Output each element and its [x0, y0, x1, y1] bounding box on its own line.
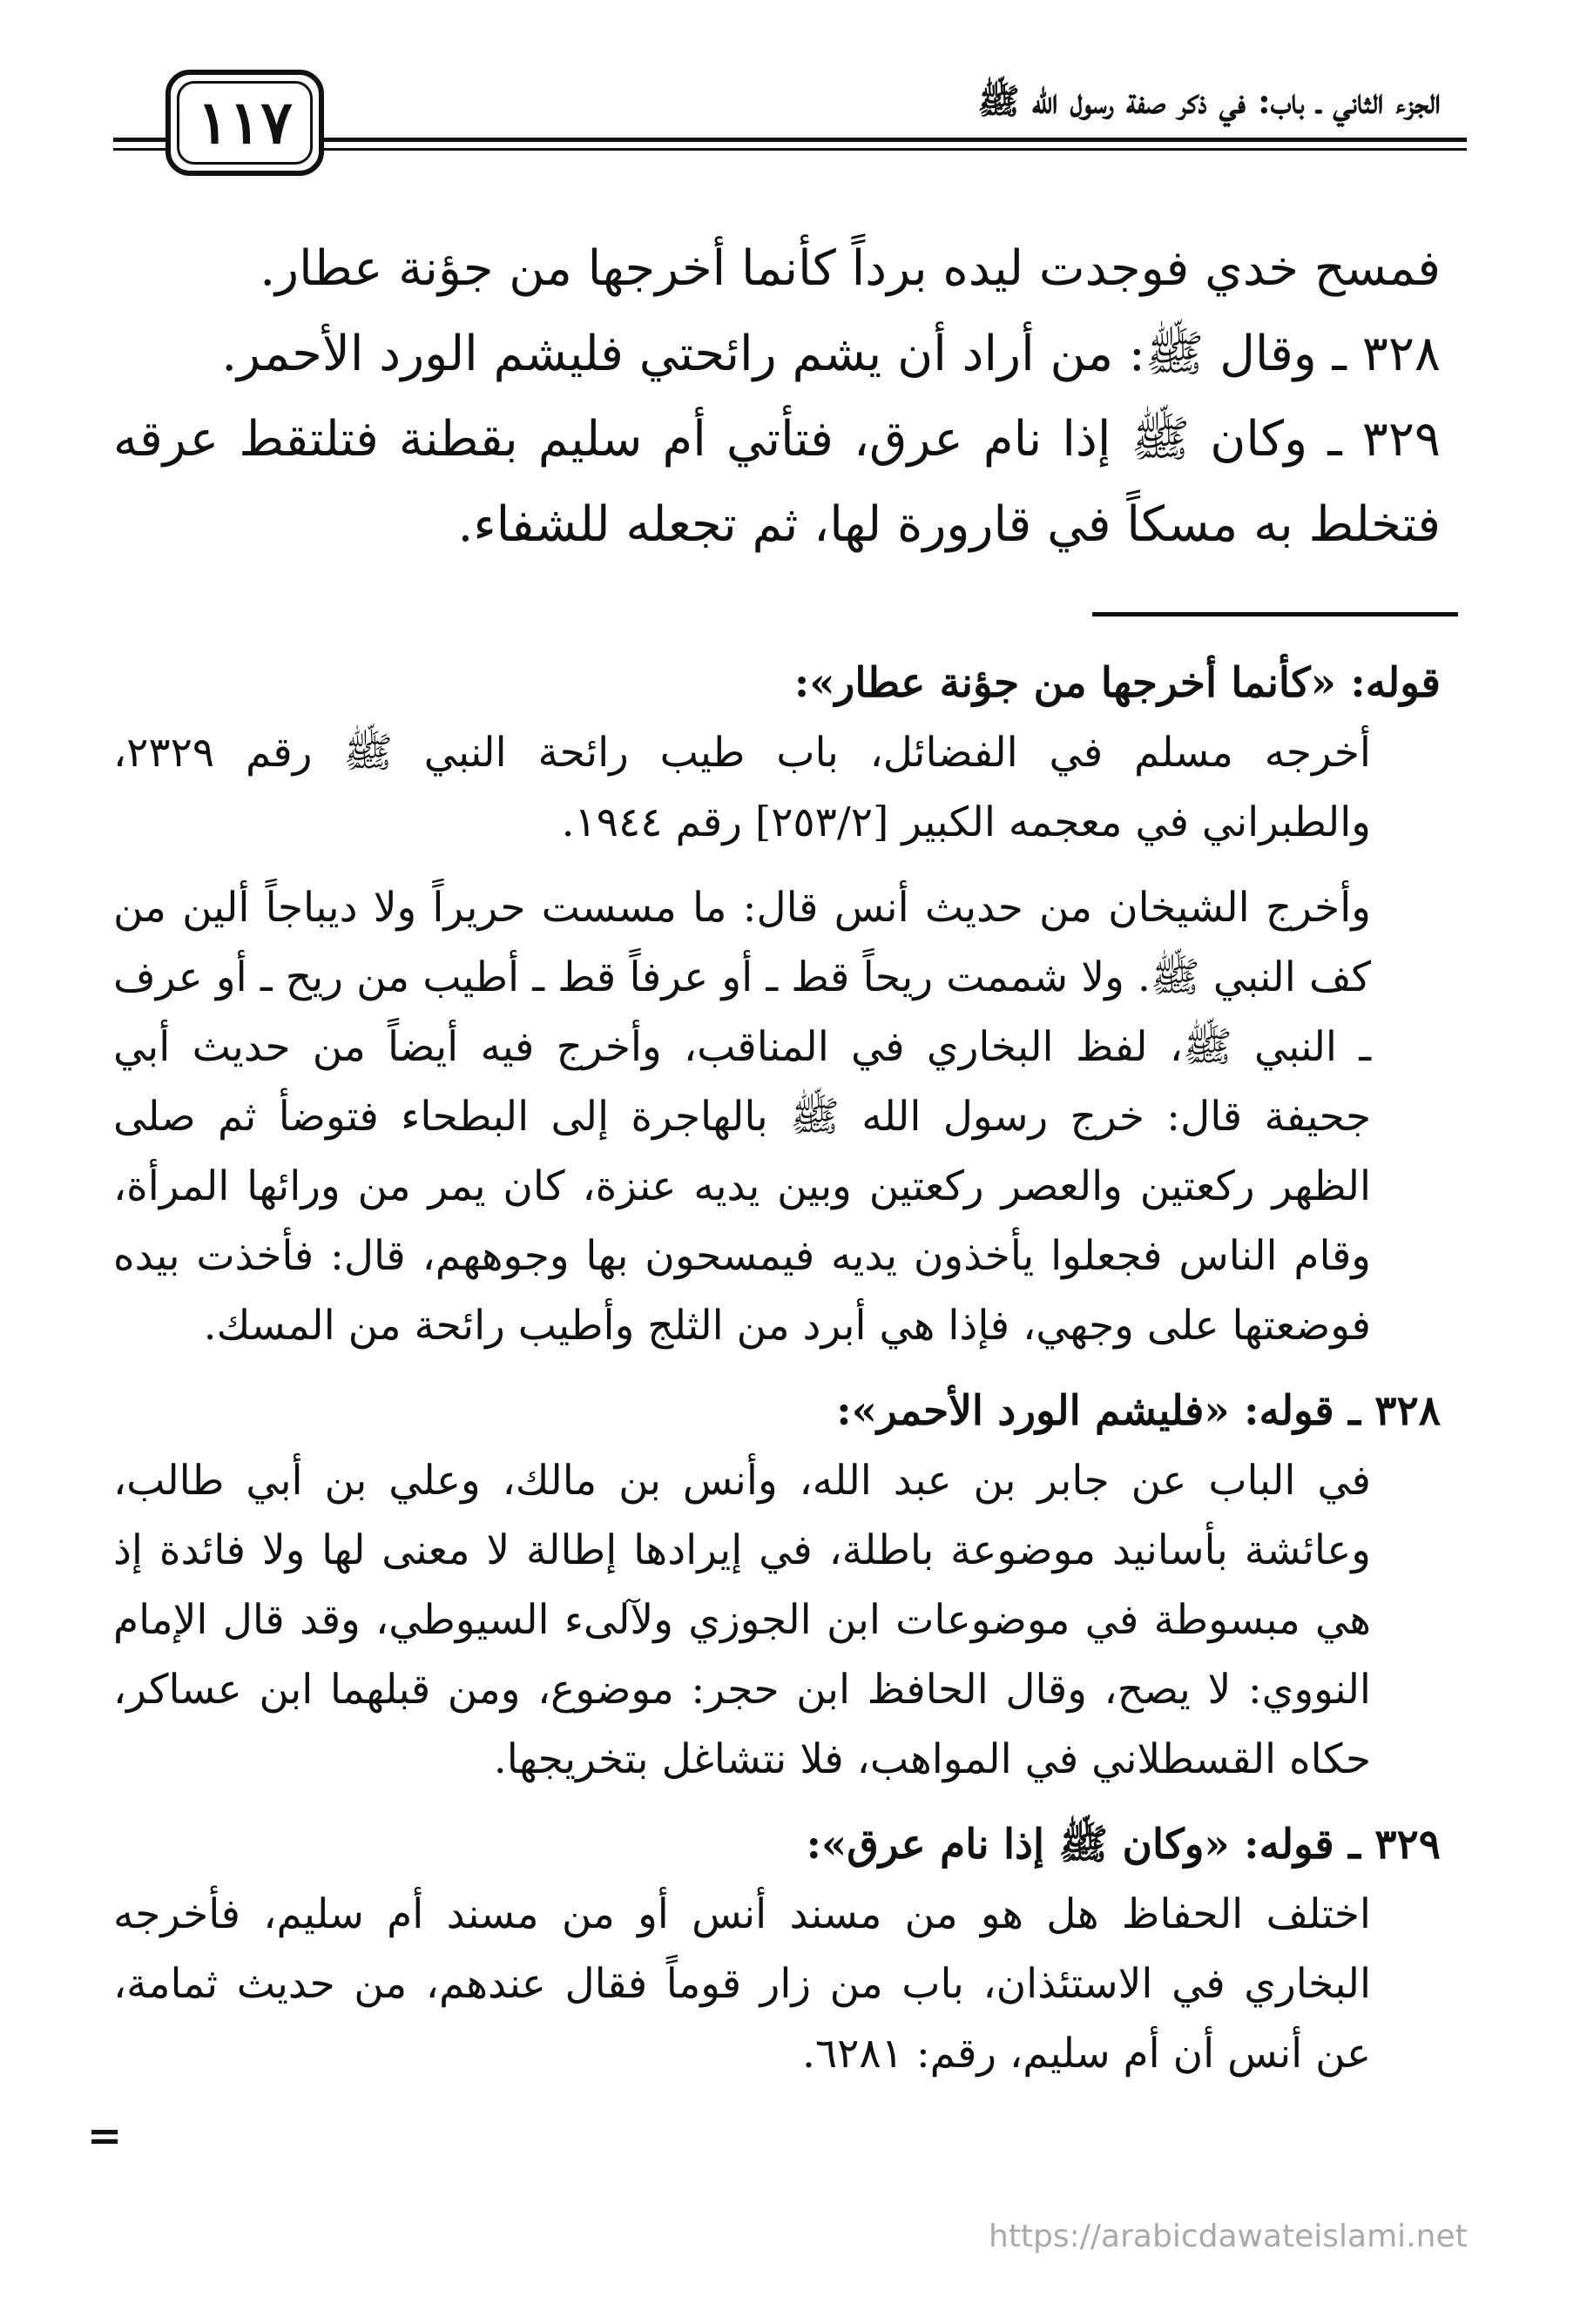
note-paragraph: وأخرج الشيخان من حديث أنس قال: ما مسست حريراً ولا ديباجاً ألين من كف النبي ﷺ. ولا شممت ريحاً قط ـ أو عرفاً قط ـ أطيب من ريح ـ أو عرف ـ النبي ﷺ، لفظ البخاري في المناقب، وأخرج فيه أيضاً من حديث أبي جحيفة قال: خرج رسول الله ﷺ بالهاجرة إلى البطحاء فتوضأ ثم صلى الظهر ركعتين والعصر ركعتين وبين يديه عنزة، كان يمر من ورائها المرأة، وقام الناس فجعلوا يأخذون يديه فيمسحون بها وجوههم، قال: فأخذت بيده فوضعتها على وجهي، فإذا هي أبرد من الثلج وأطيب رائحة من المسك. — [113, 884, 1371, 1350]
note-paragraph: اختلف الحفاظ هل هو من مسند أنس أو من مسند أم سليم، فأخرجه البخاري في الاستئذان، باب من زار قوماً فقال عندهم، من حديث ثمامة، عن أنس أن أم سليم، رقم: ٦٢٨١. — [113, 1890, 1371, 2078]
watermark-url: https://arabicdawateislami.net — [989, 2219, 1468, 2254]
note-heading-328: ٣٢٨ ـ قوله: «فليشم الورد الأحمر»: — [836, 1387, 1441, 1435]
note-heading-329: ٣٢٩ ـ قوله: «وكان ﷺ إذا نام عرق»: — [806, 1821, 1441, 1869]
continuation-mark: = — [87, 2112, 123, 2160]
matn-line: فمسح خدي فوجدت ليده برداً كأنما أخرجها من جؤنة عطار. — [260, 240, 1441, 297]
note-paragraph: في الباب عن جابر بن عبد الله، وأنس بن مالك، وعلي بن أبي طالب، وعائشة بأسانيد موضوعة باطلة، في إيرادها إطالة لا معنى لها ولا فائدة إذ هي مبسوطة في موضوعات ابن الجوزي ولآلىء السيوطي، وقد قال الإمام النووي: لا يصح، وقال الحافظ ابن حجر: موضوع، ومن قبلهما ابن عساكر، حكاه القسطلاني في المواهب، فلا نتشاغل بتخريجها. — [113, 1457, 1371, 1783]
note-paragraph: أخرجه مسلم في الفضائل، باب طيب رائحة النبي ﷺ رقم ٢٣٢٩، والطبراني في معجمه الكبير [٢٥٣/٢] رقم ١٩٤٤. — [113, 729, 1371, 846]
main-text — [113, 226, 1441, 568]
hadith-328: ٣٢٨ ـ وقال ﷺ: من أراد أن يشم رائحتي فليشم الورد الأحمر. — [221, 326, 1441, 382]
note-heading-1: قوله: «كأنما أخرجها من جؤنة عطار»: — [793, 659, 1441, 707]
footnote-separator — [1092, 612, 1458, 616]
commentary — [113, 649, 1441, 2105]
page-number: ١١٧ — [165, 70, 324, 176]
running-title: الجزء الثاني ـ باب: في ذكر صفة رسول الله ﷺ — [977, 81, 1441, 122]
hadith-329: ٣٢٩ ـ وكان ﷺ إذا نام عرق، فتأتي أم سليم بقطنة فتلتقط عرقه فتخلط به مسكاً في قارورة لها، ثم تجعله للشفاء. — [113, 411, 1441, 553]
